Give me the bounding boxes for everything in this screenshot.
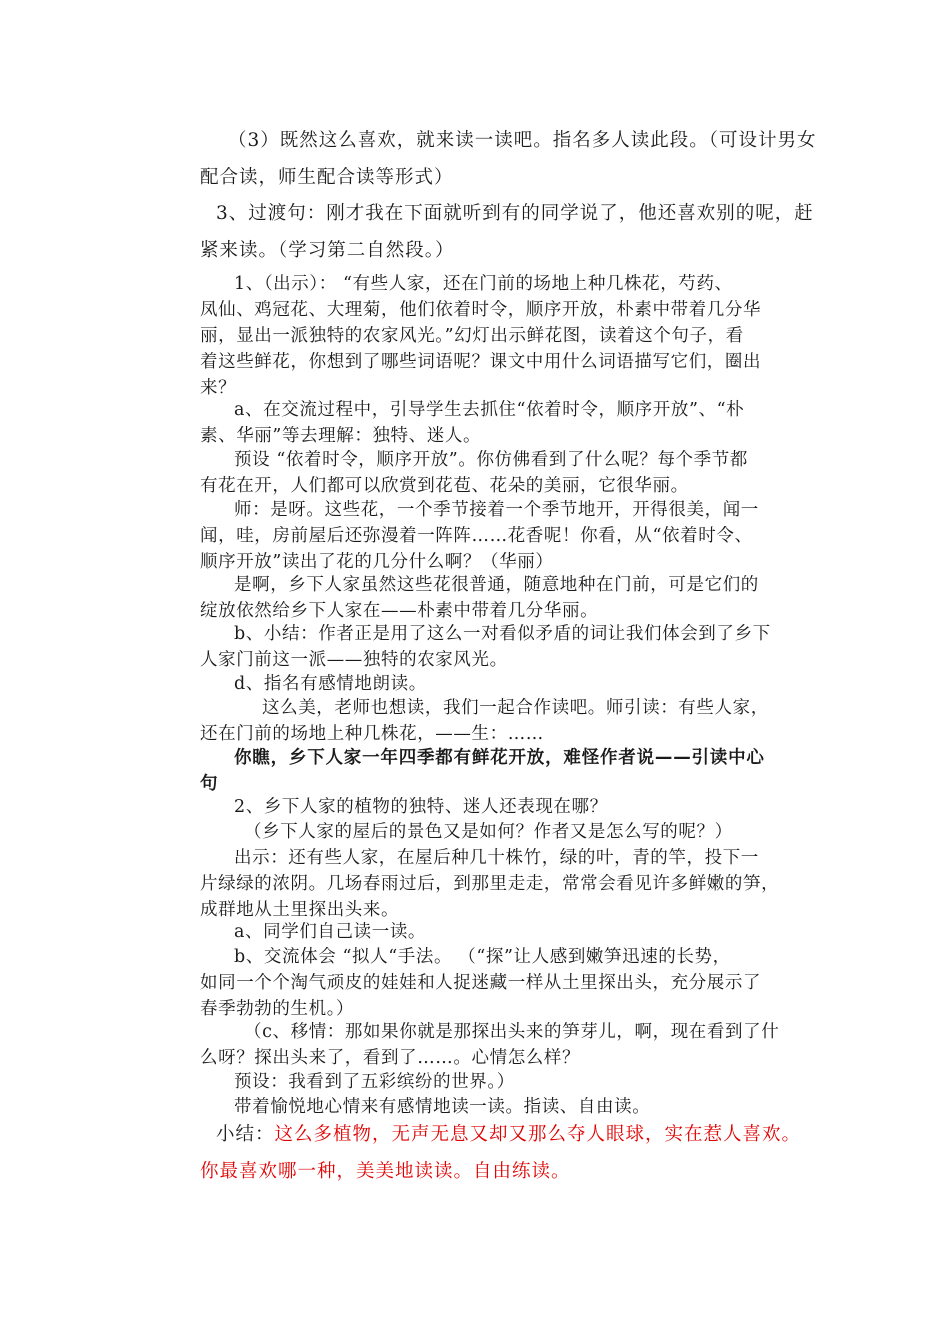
bold-para: [200, 745, 765, 797]
question-line: （乡下人家的屋后的景色又是如何？作者又是怎么写的呢？）: [244, 822, 733, 842]
show-2-para: [200, 845, 779, 923]
preset-1-line: 预设 “依着时令，顺序开放”。你仿佛看到了什么呢？每个季节都: [234, 450, 748, 470]
so-beautiful-para: [200, 695, 769, 747]
para-3-line-2: 配合读，师生配合读等形式）: [200, 167, 454, 188]
summary-label: 小结：: [216, 1124, 275, 1145]
preset-1-line: 有花在开，人们都可以欣赏到花苞、花朵的美丽，它很华丽。: [200, 476, 689, 496]
summary-red-text-2: 你最喜欢哪一种，美美地读读。自由练读。: [200, 1161, 571, 1182]
teacher-line: 顺序开放”读出了花的几分什么啊？（华丽）: [200, 552, 554, 572]
item-a2-line: a、同学们自己读一读。: [234, 922, 427, 942]
item-a-line: a、在交流过程中，引导学生去抓住“依着时令，顺序开放”、“朴: [234, 400, 745, 420]
question-para: [200, 819, 733, 845]
transition-para: [200, 195, 814, 269]
transition-line-1: 3、过渡句：刚才我在下面就听到有的同学说了，他还喜欢别的呢，赶: [216, 203, 814, 224]
item-1-line: 凤仙、鸡冠花、大理菊，他们依着时令，顺序开放，朴素中带着几分华: [200, 300, 762, 320]
item-a-para: [200, 397, 744, 449]
item-2-line: 2、乡下人家的植物的独特、迷人还表现在哪？: [234, 797, 608, 817]
yes-para: [200, 572, 759, 624]
item-a-line: 素、华丽”等去理解：独特、迷人。: [200, 426, 482, 446]
summary-line-1: [200, 1116, 801, 1153]
item-b2-line: b、交流体会 “拟人“手法。 （“探”让人感到嫩笋迅速的长势，: [234, 947, 731, 967]
show-2-line: 成群地从土里探出头来。: [200, 900, 400, 920]
so-beautiful-line: 这么美，老师也想读，我们一起合作读吧。师引读：有些人家，: [262, 698, 769, 718]
show-2-line: 片绿绿的浓阴。几场春雨过后，到那里走走，常常会看见许多鲜嫩的笋，: [200, 874, 780, 894]
item-b-line: 人家门前这一派——独特的农家风光。: [200, 650, 508, 670]
item-b2-line: 如同一个个淘气顽皮的娃娃和人捉迷藏一样从土里探出头，充分展示了: [200, 973, 762, 993]
yes-line: 绽放依然给乡下人家在——朴素中带着几分华丽。: [200, 601, 599, 621]
read-line: 带着愉悦地心情来有感情地读一读。指读、自由读。: [234, 1097, 651, 1117]
teacher-line: 师：是呀。这些花，一个季节接着一个季节地开，开得很美，闻一: [234, 500, 759, 520]
yes-line: 是啊，乡下人家虽然这些花很普通，随意地种在门前，可是它们的: [234, 575, 759, 595]
para-3: [200, 122, 817, 196]
teacher-para: [200, 497, 759, 575]
summary-para: [200, 1116, 801, 1190]
show-2-line: 出示：还有些人家，在屋后种几十株竹，绿的叶，青的竿，投下一: [234, 848, 759, 868]
item-a2-para: [200, 919, 426, 945]
para-3-line-1: （3）既然这么喜欢，就来读一读吧。指名多人读此段。（可设计男女: [228, 130, 817, 151]
item-b-line: b、小结：作者正是用了这么一对看似矛盾的词让我们体会到了乡下: [234, 624, 771, 644]
preset-2-para: [200, 1069, 515, 1095]
preset-1-para: [200, 447, 748, 499]
item-d-line: d、指名有感情地朗读。: [234, 674, 427, 694]
item-1-line: 1、（出示）： “有些人家，还在门前的场地上种几株花，芍药、: [234, 274, 733, 294]
transition-line-2: 紧来读。（学习第二自然段。）: [200, 240, 455, 261]
bold-line: 你瞧，乡下人家一年四季都有鲜花开放，难怪作者说——引读中心: [234, 748, 765, 768]
item-b-para: [200, 621, 771, 673]
item-1-line: 着这些鲜花，你想到了哪些词语呢？课文中用什么词语描写它们，圈出: [200, 352, 762, 372]
item-b2-para: [200, 944, 761, 1022]
summary-red-text-1: 这么多植物，无声无息又却又那么夺人眼球，实在惹人喜欢。: [274, 1124, 802, 1145]
teacher-line: 闻，哇，房前屋后还弥漫着一阵阵……花香呢！你看，从“依着时令、: [200, 526, 753, 546]
item-c-line: 么呀？探出头来了，看到了……。心情怎么样？: [200, 1048, 581, 1068]
item-c-para: [200, 1019, 779, 1071]
so-beautiful-line: 还在门前的场地上种几株花，——生：……: [200, 724, 544, 744]
item-c-line: （c、移情：那如果你就是那探出头来的笋芽儿，啊，现在看到了什: [244, 1022, 780, 1042]
item-1-para: [200, 271, 761, 401]
item-d-para: [200, 671, 427, 697]
item-2-para: [200, 794, 608, 820]
item-b2-line: 春季勃勃的生机。）: [200, 999, 355, 1019]
bold-line: 句: [200, 774, 219, 794]
item-1-line: 丽，显出一派独特的农家风光。”幻灯出示鲜花图，读着这个句子，看: [200, 326, 744, 346]
item-1-line: 来？: [200, 378, 237, 398]
preset-2-line: 预设：我看到了五彩缤纷的世界。）: [234, 1072, 515, 1092]
